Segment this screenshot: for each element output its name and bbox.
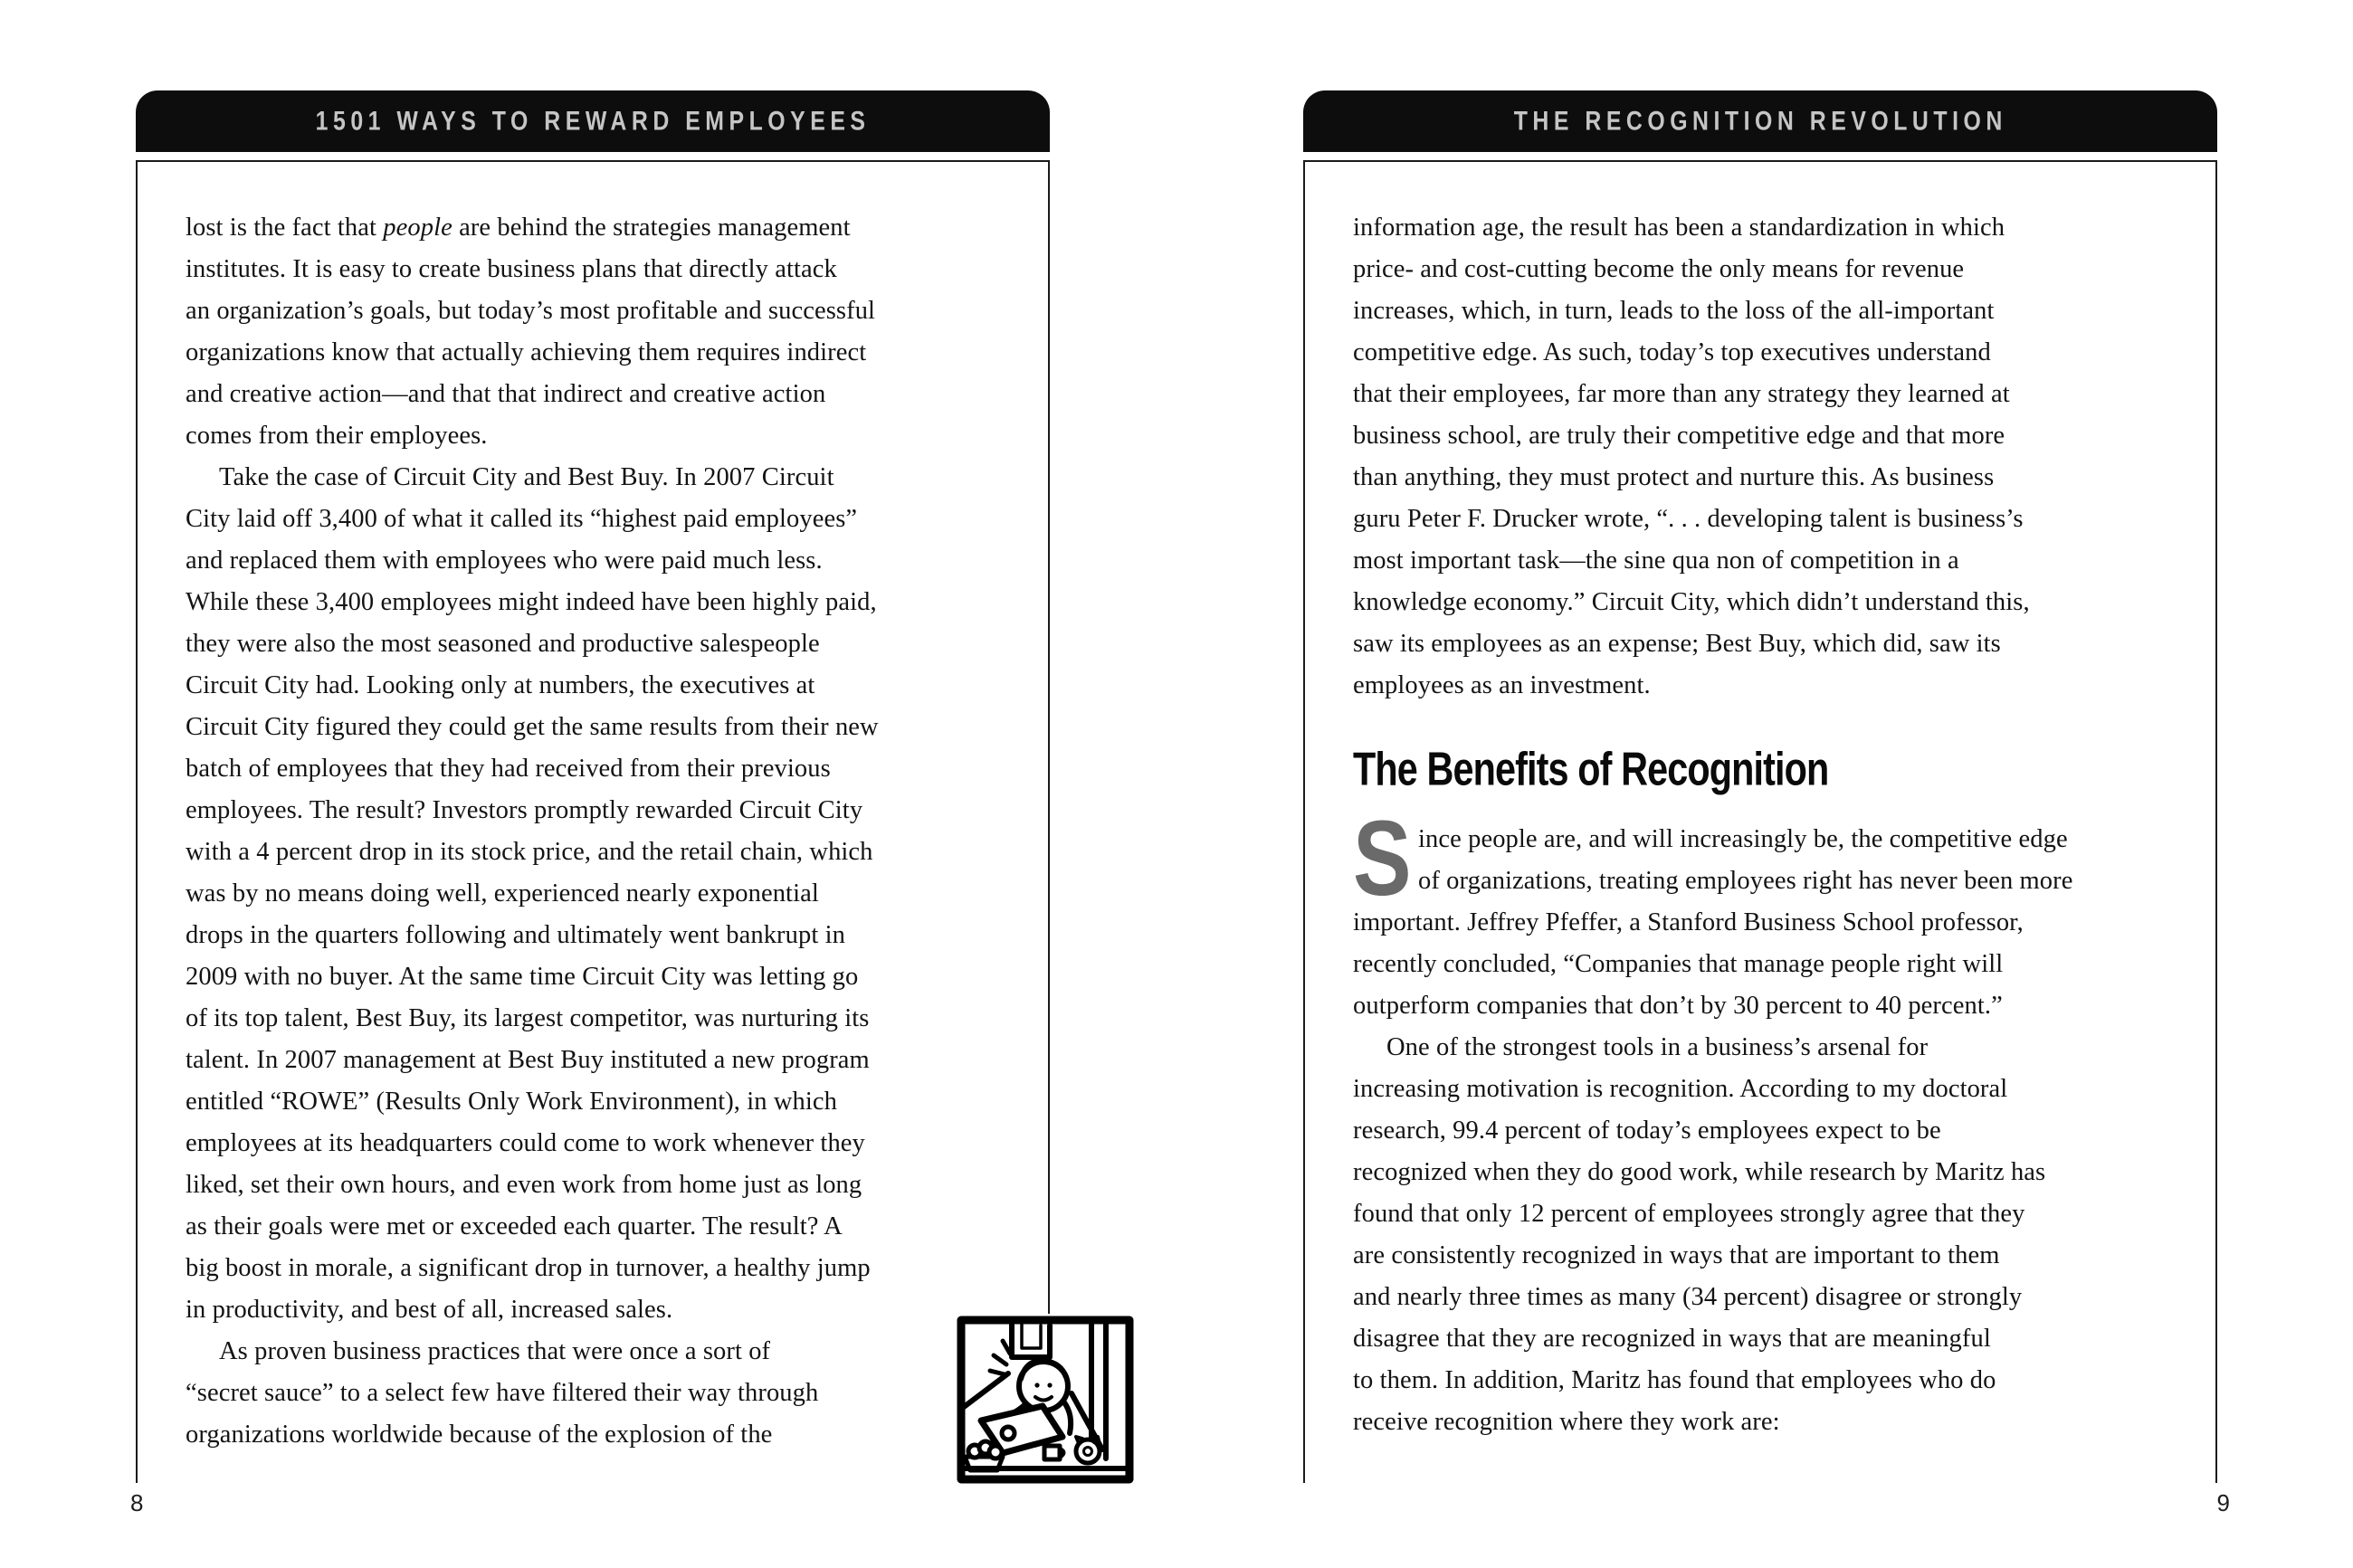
text-line: found that only 12 percent of employees strongly agree that they — [1353, 1200, 2025, 1228]
text-line: disagree that they are recognized in ways that are meaningful — [1353, 1325, 1991, 1353]
right-page — [1303, 90, 2230, 1516]
text-line: talent. In 2007 management at Best Buy instituted a new program — [186, 1046, 870, 1074]
text-line: competitive edge. As such, today’s top executives understand — [1353, 338, 1991, 366]
text-line: as their goals were met or exceeded each quarter. The result? A — [186, 1212, 843, 1240]
text-line: institutes. It is easy to create business plans that directly attack — [186, 255, 837, 283]
text-line: lost is the fact that people are behind the strategies management — [186, 214, 851, 242]
text-line: employees at its headquarters could come to work whenever they — [186, 1129, 865, 1157]
left-page — [130, 90, 1050, 1516]
text-line: organizations worldwide because of the explosion of the — [186, 1421, 773, 1449]
left-page-body — [136, 160, 1050, 1483]
text-line: outperform companies that don’t by 30 percent to 40 percent.” — [1353, 992, 2003, 1020]
text-line: employees as an investment. — [1353, 671, 1651, 699]
text-line: increases, which, in turn, leads to the loss of the all-important — [1353, 297, 1995, 325]
right-page-header-bar — [1303, 90, 2217, 152]
text-line: research, 99.4 percent of today’s employees expect to be — [1353, 1117, 1941, 1145]
text-line: liked, set their own hours, and even work from home just as long — [186, 1171, 862, 1199]
text-line: and nearly three times as many (34 percent) disagree or strongly — [1353, 1283, 2023, 1311]
text-line: information age, the result has been a standardization in which — [1353, 214, 2005, 242]
text-line: knowledge economy.” Circuit City, which didn’t understand this, — [1353, 588, 2030, 616]
text-line: increasing motivation is recognition. According to my doctoral — [1353, 1075, 2008, 1103]
paragraph-with-drop-cap — [1353, 799, 2172, 1027]
text-line: entitled “ROWE” (Results Only Work Environment), in which — [186, 1088, 837, 1116]
text-line: and replaced them with employees who were paid much less. — [186, 546, 823, 575]
text-line: City laid off 3,400 of what it called its “highest paid employees” — [186, 505, 858, 533]
paragraph — [186, 207, 1005, 457]
left-page-header-bar — [136, 90, 1050, 152]
text-line: of organizations, treating employees right has never been more — [1418, 867, 2073, 895]
text-line: that their employees, far more than any strategy they learned at — [1353, 380, 2010, 408]
drop-cap: S — [1353, 799, 1412, 918]
text-line: an organization’s goals, but today’s most profitable and successful — [186, 297, 876, 325]
text-line: ince people are, and will increasingly be, the competitive edge — [1418, 825, 2068, 853]
text-line: recently concluded, “Companies that manage people right will — [1353, 950, 2004, 978]
text-line: most important task—the sine qua non of competition in a — [1353, 546, 1959, 575]
text-line: guru Peter F. Drucker wrote, “. . . developing talent is business’s — [1353, 505, 2024, 533]
text-line: and creative action—and that that indirect and creative action — [186, 380, 826, 408]
paragraph — [186, 1331, 1005, 1456]
text-line: Circuit City had. Looking only at numbers, the executives at — [186, 671, 815, 699]
paragraph — [1353, 207, 2172, 707]
paragraph — [186, 457, 1005, 1331]
text-line: price- and cost-cutting become the only means for revenue — [1353, 255, 1965, 283]
text-line: Take the case of Circuit City and Best Buy. In 2007 Circuit — [219, 463, 834, 491]
section-heading: The Benefits of Recognition — [1353, 742, 1829, 795]
text-line: of its top talent, Best Buy, its largest competitor, was nurturing its — [186, 1004, 870, 1032]
text-line: was by no means doing well, experienced nearly exponential — [186, 879, 819, 908]
text-line: important. Jeffrey Pfeffer, a Stanford Business School professor, — [1353, 908, 2024, 936]
text-line: drops in the quarters following and ultimately went bankrupt in — [186, 921, 845, 949]
text-line: comes from their employees. — [186, 422, 488, 450]
text-line: batch of employees that they had received from their previous — [186, 755, 831, 783]
text-line: are consistently recognized in ways that are important to them — [1353, 1241, 2000, 1269]
text-line: receive recognition where they work are: — [1353, 1408, 1780, 1436]
page-number: 9 — [2216, 1489, 2230, 1516]
text-line: in productivity, and best of all, increased sales. — [186, 1296, 673, 1324]
text-line: saw its employees as an expense; Best Buy, which did, saw its — [1353, 630, 2001, 658]
text-line: “secret sauce” to a select few have filtered their way through — [186, 1379, 819, 1407]
text-line: As proven business practices that were once a sort of — [219, 1337, 771, 1365]
right-page-header-title: THE RECOGNITION REVOLUTION — [1513, 106, 2007, 136]
text-line: 2009 with no buyer. At the same time Circuit City was letting go — [186, 963, 859, 991]
text-line: organizations know that actually achieving them requires indirect — [186, 338, 867, 366]
illustration-person-at-computer — [956, 1314, 1137, 1487]
text-line: big boost in morale, a significant drop in turnover, a healthy jump — [186, 1254, 871, 1282]
text-line: One of the strongest tools in a business’s arsenal for — [1386, 1033, 1929, 1061]
page-number: 8 — [130, 1489, 144, 1516]
text-line: employees. The result? Investors promptly rewarded Circuit City — [186, 796, 863, 824]
text-line: than anything, they must protect and nurture this. As business — [1353, 463, 1995, 491]
text-line: they were also the most seasoned and productive salespeople — [186, 630, 820, 658]
text-line: Circuit City figured they could get the same results from their new — [186, 713, 879, 741]
paragraph — [1353, 1027, 2172, 1443]
left-page-header-title: 1501 WAYS TO REWARD EMPLOYEES — [315, 106, 871, 136]
text-line: business school, are truly their competitive edge and that more — [1353, 422, 2005, 450]
text-line: While these 3,400 employees might indeed have been highly paid, — [186, 588, 877, 616]
text-line: to them. In addition, Maritz has found that employees who do — [1353, 1366, 1996, 1394]
text-line: recognized when they do good work, while research by Maritz has — [1353, 1158, 2046, 1186]
right-page-body — [1303, 160, 2217, 1483]
text-line: with a 4 percent drop in its stock price, and the retail chain, which — [186, 838, 873, 866]
